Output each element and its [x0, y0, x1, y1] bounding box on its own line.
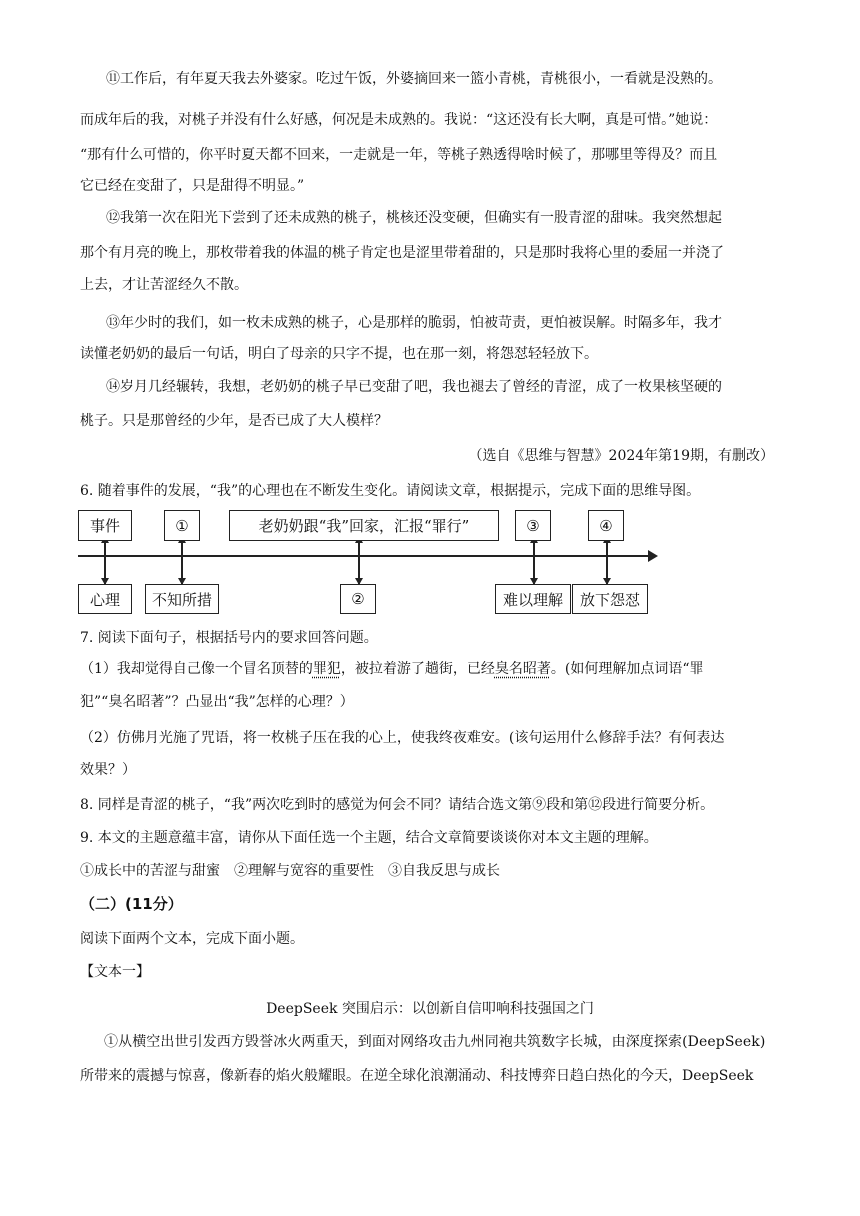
paragraph-11-line-4: 它已经在变甜了，只是甜得不明显。”: [80, 178, 305, 194]
question-8: 8. 同样是青涩的桃子，“我”两次吃到时的感觉为何会不同？请结合选文第⑨段和第⑫段进行简要分析。: [80, 797, 715, 813]
question-7-2-line-2: 效果？）: [80, 762, 136, 778]
text-1-label: 【文本一】: [80, 964, 150, 980]
mm-bottom-psychology: 心理: [78, 584, 132, 614]
section-2-instruction: 阅读下面两个文本，完成下面小题。: [80, 931, 304, 947]
timeline-arrow-icon: [648, 550, 658, 562]
mm-bottom-state-4: 放下怨怼: [572, 584, 648, 614]
mind-map: [78, 508, 664, 614]
question-7-1-line-2: 犯”“臭名昭著”？凸显出“我”怎样的心理？）: [80, 694, 354, 710]
paragraph-12-line-1: ⑫我第一次在阳光下尝到了还未成熟的桃子，桃核还没变硬，但确实有一股青涩的甜味。我突然想起: [106, 210, 722, 226]
timeline-line: [78, 555, 650, 557]
mm-bottom-state-1: 不知所措: [145, 584, 219, 614]
mm-bottom-blank-2: ②: [340, 584, 376, 614]
paragraph-14-line-1: ⑭岁月几经辗转，我想，老奶奶的桃子早已变甜了吧，我也褪去了曾经的青涩，成了一枚果核坚硬的: [106, 379, 722, 395]
paragraph-14-line-2: 桃子。只是那曾经的少年，是否已成了大人模样？: [80, 413, 388, 429]
mm-top-blank-3: ③: [515, 510, 551, 541]
source-citation: （选自《思维与智慧》2024年第19期，有删改）: [468, 448, 774, 464]
paragraph-12-line-3: 上去，才让苦涩经久不散。: [80, 277, 248, 293]
paragraph-13-line-1: ⑬年少时的我们，如一枚未成熟的桃子，心是那样的脆弱，怕被苛责，更怕被误解。时隔多年，我才: [106, 315, 722, 331]
article-paragraph-1-line-2: 所带来的震撼与惊喜，像新春的焰火般耀眼。在逆全球化浪潮涌动、科技博弈日趋白热化的今天，DeepSeek: [80, 1068, 754, 1084]
question-9-options: ①成长中的苦涩与甜蜜 ②理解与宽容的重要性 ③自我反思与成长: [80, 863, 500, 879]
mm-bottom-state-3: 难以理解: [495, 584, 571, 614]
emphasized-word-notorious: 臭名昭著: [494, 661, 551, 677]
paragraph-11-line-3: “那有什么可惜的，你平时夏天都不回来，一走就是一年，等桃子熟透得啥时候了，那哪里等得及？而且: [80, 147, 718, 163]
question-9: 9. 本文的主题意蕴丰富，请你从下面任选一个主题，结合文章简要谈谈你对本文主题的理解。: [80, 830, 658, 846]
question-7-1-line-1: （1）我却觉得自己像一个冒名顶替的罪犯，被拉着游了趟街，已经臭名昭著。(如何理解加点词语“罪: [80, 661, 704, 677]
section-2-heading: （二）(11分）: [80, 895, 183, 913]
mm-top-event: 事件: [78, 510, 132, 541]
question-7: 7. 阅读下面句子，根据括号内的要求回答问题。: [80, 630, 378, 646]
mm-top-event-2: 老奶奶跟“我”回家，汇报“罪行”: [229, 510, 499, 541]
paragraph-13-line-2: 读懂老奶奶的最后一句话，明白了母亲的只字不提，也在那一刻，将怨怼轻轻放下。: [80, 346, 598, 362]
paragraph-12-line-2: 那个有月亮的晚上，那枚带着我的体温的桃子肯定也是涩里带着甜的，只是那时我将心里的委屈一并浇了: [80, 245, 724, 261]
emphasized-word-criminal: 罪犯: [312, 661, 341, 677]
paragraph-11-line-1: ⑪工作后，有年夏天我去外婆家。吃过午饭，外婆摘回来一篮小青桃，青桃很小，一看就是没熟的。: [106, 71, 722, 87]
mm-top-blank-1: ①: [164, 510, 200, 541]
question-7-2-line-1: （2）仿佛月光施了咒语，将一枚桃子压在我的心上，使我终夜难安。(该句运用什么修辞手法？有何表达: [80, 730, 725, 746]
paragraph-11-line-2: 而成年后的我，对桃子并没有什么好感，何况是未成熟的。我说：“这还没有长大啊，真是可惜。”她说：: [80, 112, 718, 128]
mm-top-blank-4: ④: [588, 510, 624, 541]
article-title: DeepSeek 突围启示：以创新自信叩响科技强国之门: [266, 1001, 594, 1017]
question-6: 6. 随着事件的发展，“我”的心理也在不断发生变化。请阅读文章，根据提示，完成下面的思维导图。: [80, 483, 701, 499]
article-paragraph-1-line-1: ①从横空出世引发西方毁誉冰火两重天，到面对网络攻击九州同袍共筑数字长城，由深度探索(DeepSeek): [104, 1034, 766, 1050]
